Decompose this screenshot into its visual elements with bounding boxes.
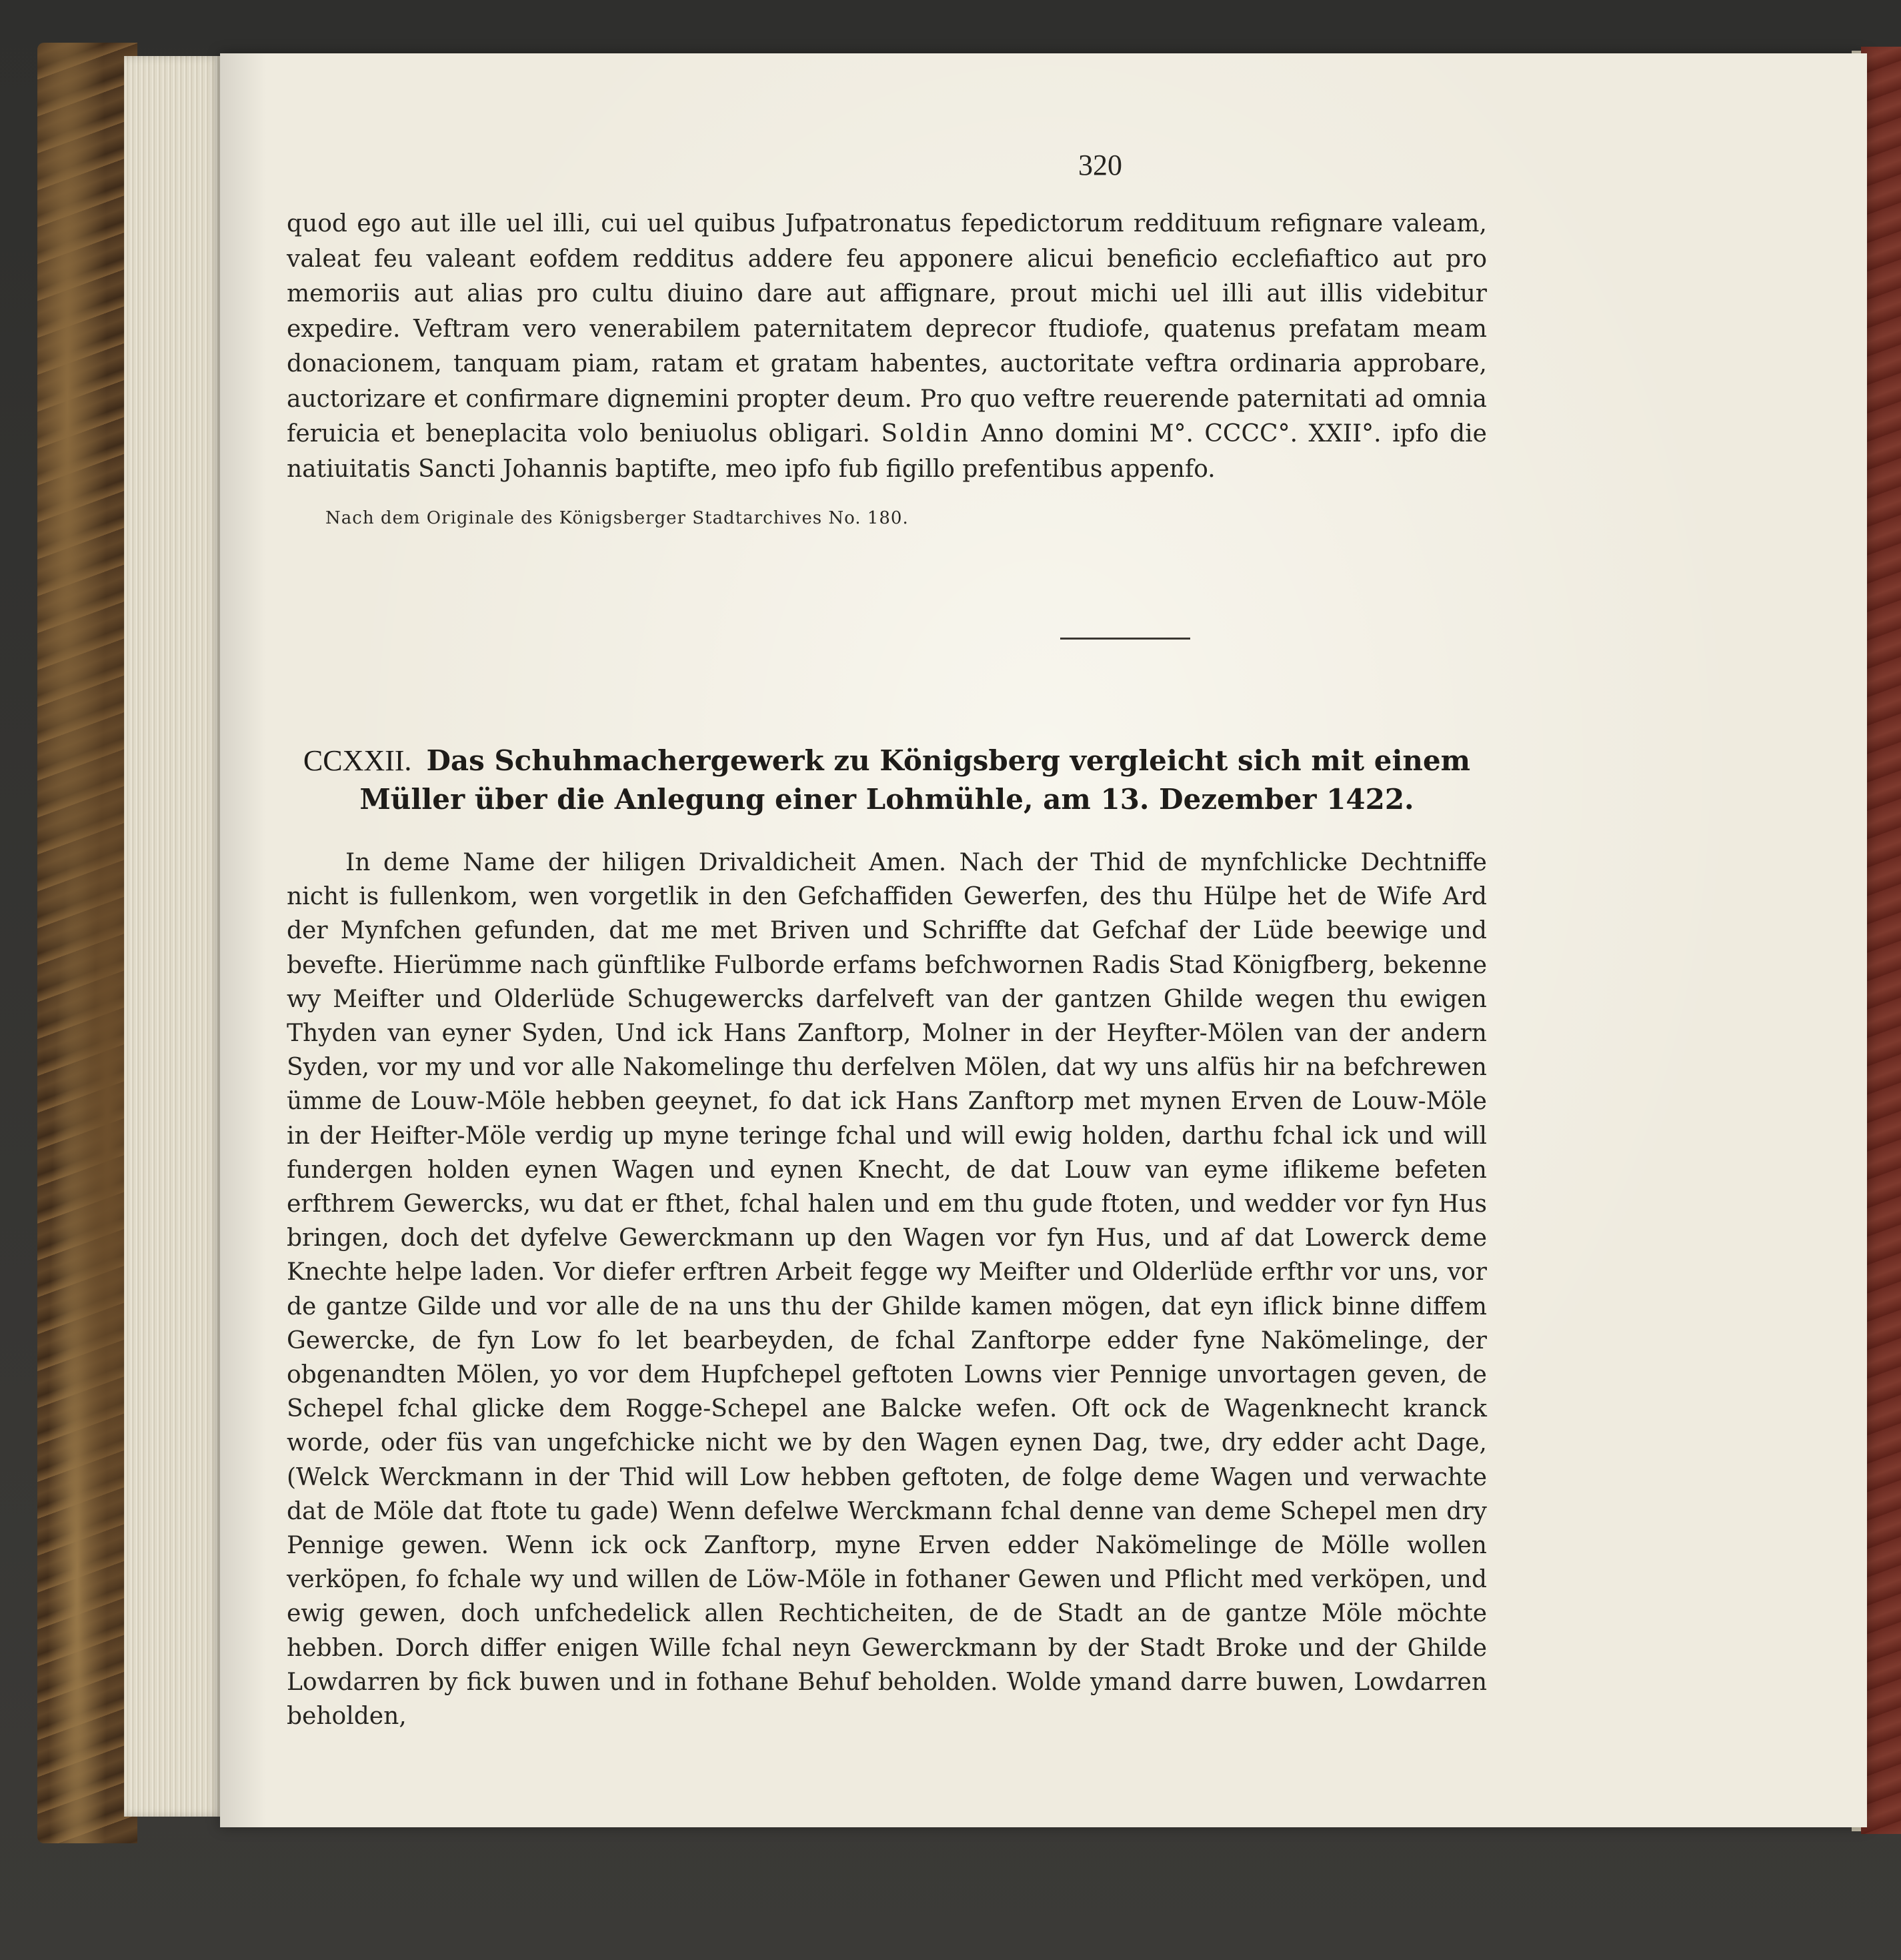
document-title: Das Schuhmachergewerk zu Königsberg vergleicht sich mit einem Müller über die Anlegung einer Lohmühle, am 13. Dezember 1422. bbox=[359, 744, 1471, 816]
section-divider bbox=[1060, 638, 1190, 640]
source-note: Nach dem Originale des Königsberger Stadtarchives No. 180. bbox=[325, 508, 909, 528]
latin-closing-text: Anno domini M°. CCCC°. XXII°. ipfo die natiuitatis Sancti Johannis baptifte, meo ipfo fub figillo prefentibus appenfo. bbox=[287, 420, 1487, 483]
latin-place-name: Soldin bbox=[881, 420, 971, 447]
latin-body-text: quod ego aut ille uel illi, cui uel quibus Jufpatronatus fepedictorum reddituum refignare valeam, valeat feu valeant eofdem redditus addere feu apponere alicui beneficio ecclefiaftico aut pro memoriis aut alias pro cultu diuino dare aut affignare, prout michi uel illi aut illis videbitur expedire. Veftram vero venerabilem paternitatem deprecor ftudiofe, quatenus prefatam meam donacionem, tanquam piam, ratam et gratam habentes, auctoritate veftra ordinaria approbare, auctorizare et confirmare dignemini propter deum. Pro quo veftre reuerende paternitati ad omnia feruicia et beneplacita volo beniuolus obligari. bbox=[287, 210, 1487, 447]
cover-right bbox=[1861, 47, 1901, 1834]
marbled-cover-left bbox=[37, 43, 137, 1843]
german-charter-paragraph: In deme Name der hiligen Drivaldicheit Amen. Nach der Thid de mynfchlicke Dechtniffe nicht is fullenkom, wen vorgetlik in den Gefchaffiden Gewerfen, des thu Hülpe het de Wife Ard der Mynfchen gefunden, dat me met Briven und Schriffte dat Gefchaf der Lüde beewige und bevefte. Hierümme nach günftlike Fulborde erfams befchwornen Radis Stad Königfberg, bekenne wy Meifter und Olderlüde Schugewercks darfelveft van der gantzen Ghilde wegen thu ewigen Thyden van eyner Syden, Und ick Hans Zanftorp, Molner in der Heyfter-Mölen van der andern Syden, vor my und vor alle Nakomelinge thu derfelven Mölen, dat wy uns alfüs hir na befchrewen ümme de Louw-Möle hebben geeynet, fo dat ick Hans Zanftorp met mynen Erven de Louw-Möle in der Heifter-Möle verdig up myne teringe fchal und will ewig holden, darthu fchal ick und will fundergen holden eynen Wagen und eynen Knecht, de dat Louw van eyme iflikeme befeten erfthrem Gewercks, wu dat er fthet, fchal halen und em thu gude ftoten, und wedder vor fyn Hus bringen, doch det dyfelve Gewerckmann up den Wagen vor fyn Hus, und af dat Lowerck deme Knechte helpe laden. Vor diefer erftren Arbeit fegge wy Meifter und Olderlüde erfthr vor uns, vor de gantze Gilde und vor alle de na uns thu der Ghilde kamen mögen, dat eyn iflick binne diffem Gewercke, de fyn Low fo let bearbeyden, de fchal Zanftorpe edder fyne Nakömelinge, der obgenandten Mölen, yo vor dem Hupfchepel geftoten Lowns vier Pennige unvortagen geven, de Schepel fchal glicke dem Rogge-Schepel ane Balcke wefen. Oft ock de Wagenknecht kranck worde, oder füs van ungefchicke nicht we by den Wagen eynen Dag, twe, dry edder acht Dage, (Welck Werckmann in der Thid will Low hebben geftoten, de folge deme Wagen und verwachte dat de Möle dat ftote tu gade) Wenn defelwe Werckmann fchal denne van deme Schepel men dry Pennige gewen. Wenn ick ock Zanftorp, myne Erven edder Nakömelinge de Mölle wollen verköpen, fo fchale wy und willen de Löw-Möle in fothaner Gewen und Pflicht med verköpen, und ewig gewen, doch unfchedelick allen Rechticheiten, de de Stadt an de gantze Möle möchte hebben. Dorch differ enigen Wille fchal neyn Gewerckmann by der Stadt Broke und der Ghilde Lowdarren by fick buwen und in fothane Behuf beholden. Wolde ymand darre buwen, Lowdarren beholden, bbox=[287, 849, 1487, 1731]
page-number: 320 bbox=[1078, 149, 1122, 181]
page-edges-stack bbox=[124, 56, 224, 1817]
document-number: CCXXII. bbox=[303, 744, 412, 777]
latin-charter-paragraph bbox=[287, 207, 1487, 487]
document-heading bbox=[280, 742, 1494, 819]
